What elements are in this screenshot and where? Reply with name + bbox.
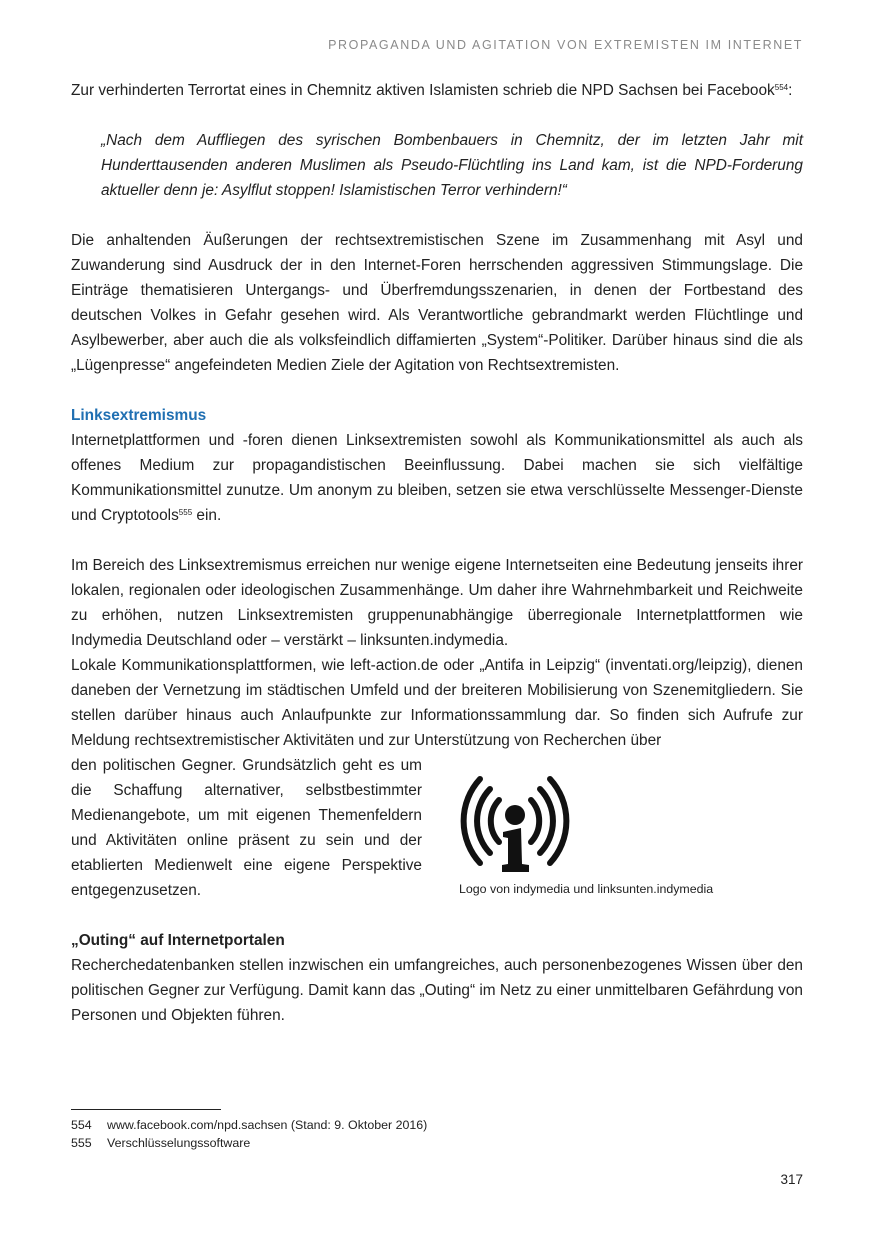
section-heading-outing: „Outing“ auf Internetportalen — [71, 932, 285, 949]
figure-indymedia — [448, 761, 748, 896]
text-with-figure — [71, 753, 803, 903]
footnote-divider — [71, 1109, 221, 1110]
paragraph-plattformen: Internetplattformen und -foren dienen Linksextremisten sowohl als Kommunikationsmittel als auch als offenes Medium zur propagandistischen Beeinflussung. Dabei machen sie sich vielfältige Kommunikationsmittel zunutze. Um anonym zu bleiben, setzen sie etwa verschlüsselte Messenger-Dienste und Cryptotools$^{555}$ ein. — [71, 432, 803, 524]
page-number: 317 — [780, 1172, 803, 1187]
paragraph-asyl: Die anhaltenden Äußerungen der rechtsextremistischen Szene im Zusammenhang mit Asyl und Zuwanderung sind Ausdruck der in den Internet-Foren herrschenden aggressiven Stimmungslage. Die Einträge thematisieren Untergangs- und Überfremdungsszenarien, in denen der Fortbestand des deutschen Volkes in Gefahr gesehen wird. Als Verantwortliche gebrandmarkt werden Flüchtlinge und Asylbewerber, aber auch die als volksfeindlich diffamierten „System“-Politiker. Darüber hinaus sind die als „Lügenpresse“ angefeindeten Medien Ziele der Agitation von Rechtsextremisten. — [71, 232, 803, 374]
intro-paragraph: Zur verhinderten Terrortat eines in Chemnitz aktiven Islamisten schrieb die NPD Sachsen bei Facebook$^{554}$: — [71, 82, 793, 99]
paragraph-gegner: den politischen Gegner. Grundsätzlich geht es um die Schaffung alternativer, selbstbestimmter Medienangebote, um mit eigenen Themenfeldern und Aktivitäten online präsent zu sein und der etablierten Medienwelt eine eigene Perspektive entgegenzusetzen. — [71, 757, 422, 899]
indymedia-logo-icon — [450, 761, 580, 877]
block-quote: „Nach dem Auffliegen des syrischen Bombenbauers in Chemnitz, der im letzten Jahr mit Hunderttausenden anderen Muslimen als Pseudo-Flüchtling ins Land kam, ist die NPD-Forderung aktueller denn je: Asylflut stoppen! Islamistischen Terror verhindern!“ — [101, 132, 803, 199]
paragraph-lokal: Lokale Kommunikationsplattformen, wie left-action.de oder „Antifa in Leipzig“ (inventati.org/leipzig), dienen daneben der Vernetzung im städtischen Umfeld und der breiteren Mobilisierung von Szenemitgliedern. Sie stellen darüber hinaus auch Anlaufpunkte zur Informationssammlung dar. So finden sich Aufrufe zur Meldung rechtsextremistischer Aktivitäten und zur Unterstützung von Recherchen über — [71, 657, 803, 749]
paragraph-outing: Recherchedatenbanken stellen inzwischen ein umfangreiches, auch personenbezogenes Wissen über den politischen Gegner zur Verfügung. Damit kann das „Outing“ im Netz zu einer unmittelbaren Gefährdung von Personen und Objekten führen. — [71, 957, 803, 1024]
footnote-text: www.facebook.com/npd.sachsen (Stand: 9. Oktober 2016) — [107, 1118, 428, 1132]
footnote-number: 554 — [71, 1118, 92, 1132]
paragraph-bedeutung: Im Bereich des Linksextremismus erreichen nur wenige eigene Internetseiten eine Bedeutung jenseits ihrer lokalen, regionalen oder ideologischen Zusammenhänge. Um daher ihre Wahrnehmbarkeit und Reichweite zu erhöhen, nutzen Linksextremisten gruppenunabhängige überregionale Internetplattformen wie Indymedia Deutschland oder – verstärkt – linksunten.indymedia. — [71, 557, 803, 649]
body-text — [71, 78, 803, 1028]
footnote-number: 555 — [71, 1136, 92, 1150]
footnote-554 — [71, 1116, 427, 1134]
figure-caption: Logo von indymedia und linksunten.indymedia — [459, 882, 714, 896]
section-heading-linksextremismus: Linksextremismus — [71, 407, 207, 424]
footnote-555 — [71, 1134, 427, 1152]
footnote-ref-555[interactable]: 555 — [178, 508, 193, 517]
footnote-ref-554[interactable]: 554 — [774, 83, 789, 92]
footnote-text: Verschlüsselungssoftware — [107, 1136, 251, 1150]
footnotes — [71, 1116, 427, 1152]
running-header: PROPAGANDA UND AGITATION VON EXTREMISTEN IM INTERNET — [328, 38, 803, 52]
